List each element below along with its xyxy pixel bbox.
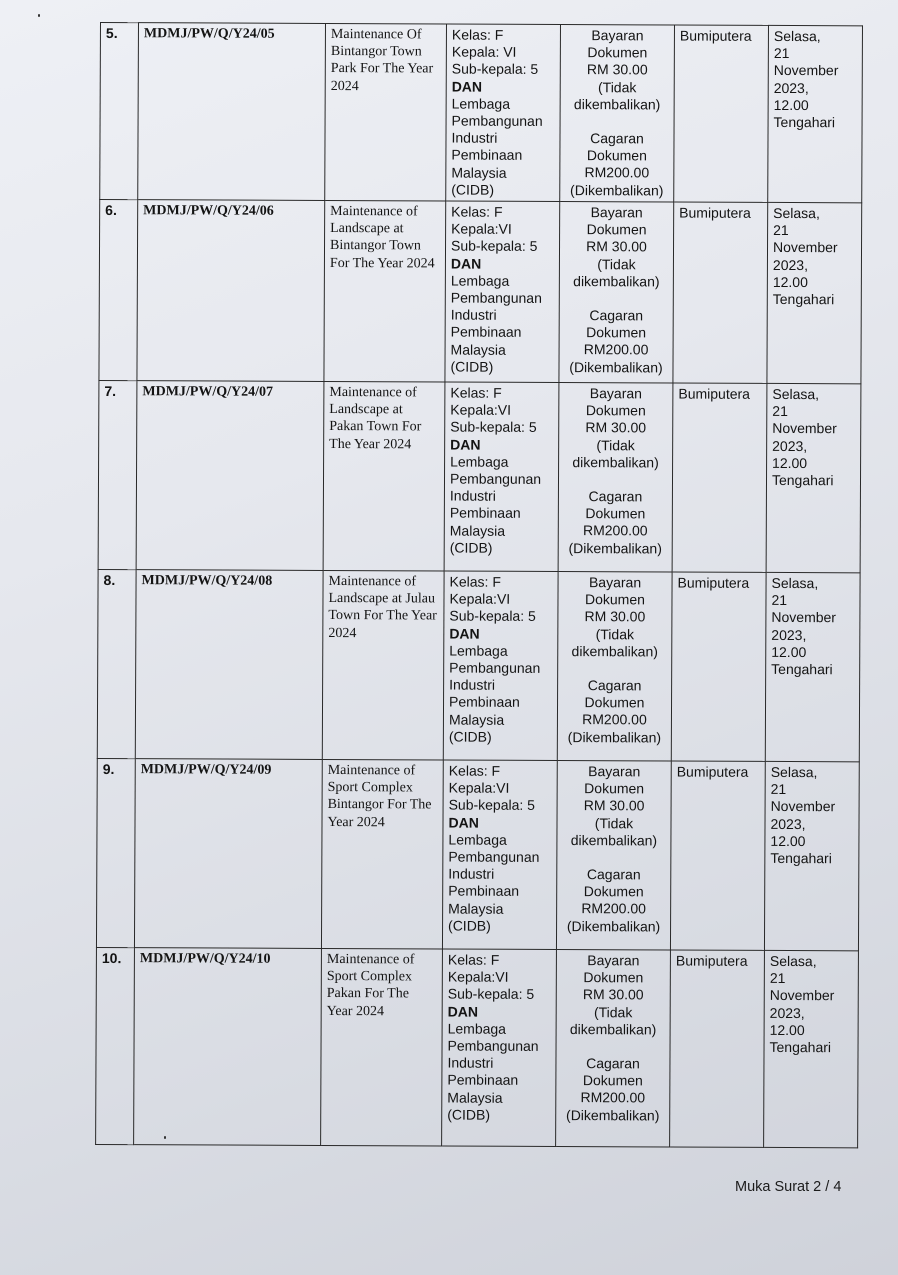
tender-reference: MDMJ/PW/Q/Y24/08: [135, 570, 323, 760]
subkepala-text: Sub-kepala: 5: [450, 237, 538, 255]
eligibility-status: Bumiputera: [671, 572, 766, 761]
dan-text: DAN: [449, 625, 480, 642]
tender-title: Maintenance of Landscape at Bintangor Town For The Year 2024: [324, 201, 446, 383]
row-number: 10.: [96, 948, 135, 1145]
cidb-text: (CIDB): [451, 181, 495, 198]
closing-date: [766, 383, 861, 572]
date-text: November: [772, 239, 838, 256]
tender-title: Maintenance of Sport Complex Pakan For The Year 2024: [321, 949, 443, 1147]
date-text: Tengahari: [773, 113, 836, 131]
contractor-class: [443, 571, 558, 760]
row-number: 5.: [100, 23, 139, 200]
kepala-text: Kepala:VI: [448, 779, 510, 797]
kelas-text: Kelas: F: [451, 203, 503, 220]
bayaran-text: (Tidak: [597, 255, 636, 272]
page-number: Muka Surat 2 / 4: [735, 1179, 842, 1195]
cagaran-text: (Dikembalikan): [570, 181, 664, 199]
bayaran-text: Dokumen: [584, 780, 645, 797]
bayaran-text: dikembalikan): [570, 831, 658, 849]
bayaran-text: (Tidak: [593, 1003, 633, 1020]
table-row: [97, 570, 860, 762]
cidb-text: Pembangunan: [448, 848, 540, 865]
closing-date: [767, 202, 862, 383]
cidb-text: (CIDB): [448, 728, 492, 745]
date-text: Selasa,: [770, 763, 818, 781]
bayaran-text: (Tidak: [594, 814, 634, 831]
bayaran-text: Bayaran: [588, 574, 642, 591]
bayaran-text: RM 30.00: [584, 608, 646, 625]
cidb-text: (CIDB): [449, 539, 493, 556]
tender-reference: MDMJ/PW/Q/Y24/09: [134, 759, 322, 949]
tender-reference: MDMJ/PW/Q/Y24/06: [137, 200, 325, 382]
date-text: 21: [773, 222, 789, 239]
eligibility-status: Bumiputera: [670, 761, 765, 950]
cagaran-text: (Dikembalikan): [568, 539, 662, 557]
date-text: Tengahari: [771, 660, 833, 678]
cagaran-text: Dokumen: [582, 1072, 643, 1089]
cagaran-text: Cagaran: [586, 1055, 640, 1072]
tender-reference: MDMJ/PW/Q/Y24/07: [136, 381, 324, 571]
kepala-text: Kepala:VI: [449, 590, 511, 608]
table-row: [96, 759, 859, 951]
bayaran-text: (Tidak: [595, 625, 635, 642]
cagaran-text: Dokumen: [583, 883, 644, 900]
cagaran-text: RM200.00: [583, 341, 649, 358]
tender-title: Maintenance of Sport Complex Bintangor For The Year 2024: [321, 760, 443, 950]
spacer: [564, 471, 667, 488]
tender-title: Maintenance of Landscape at Julau Town For The Year 2024: [322, 571, 444, 761]
kelas-text: Kelas: F: [449, 573, 501, 590]
cidb-text: Lembaga: [451, 95, 511, 112]
table-body: [96, 23, 863, 1148]
cidb-text: Industri: [449, 487, 496, 504]
date-text: 21: [773, 45, 790, 62]
bayaran-text: RM 30.00: [583, 797, 645, 814]
contractor-class: [442, 949, 557, 1146]
kepala-text: Kepala: VI: [451, 43, 517, 61]
row-number: 7.: [98, 381, 137, 570]
kelas-text: Kelas: F: [451, 26, 504, 43]
date-text: Selasa,: [772, 385, 820, 403]
date-text: November: [771, 609, 837, 626]
scan-speck: [38, 14, 40, 17]
cagaran-text: Dokumen: [585, 505, 646, 522]
kelas-text: Kelas: F: [448, 762, 501, 779]
date-text: Tengahari: [771, 471, 834, 489]
date-text: 12.00: [772, 273, 808, 290]
subkepala-text: Sub-kepala: 5: [447, 985, 535, 1003]
cagaran-text: Dokumen: [586, 324, 647, 341]
bayaran-text: Bayaran: [590, 204, 643, 221]
kepala-text: Kepala:VI: [450, 401, 512, 419]
contractor-class: [444, 382, 559, 571]
cidb-text: Pembinaan: [448, 882, 520, 900]
bayaran-text: dikembalikan): [572, 453, 659, 471]
cidb-text: Malaysia: [448, 711, 505, 728]
cagaran-text: (Dikembalikan): [566, 1106, 660, 1124]
date-text: 12.00: [773, 96, 809, 113]
bayaran-text: Dokumen: [587, 44, 648, 61]
dan-text: DAN: [451, 78, 483, 95]
cidb-text: Industri: [448, 865, 495, 882]
kepala-text: Kepala:VI: [447, 968, 509, 986]
date-text: November: [770, 798, 836, 815]
row-number: 8.: [97, 570, 136, 759]
date-text: 12.00: [770, 832, 806, 849]
cagaran-text: (Dikembalikan): [566, 917, 661, 935]
cagaran-text: (Dikembalikan): [567, 728, 662, 746]
row-number: 6.: [99, 200, 138, 381]
dan-text: DAN: [447, 1003, 479, 1020]
kepala-text: Kepala:VI: [451, 220, 512, 238]
cidb-text: Malaysia: [449, 522, 506, 539]
document-fee: [556, 761, 671, 950]
table-row: [100, 23, 863, 203]
tender-reference: MDMJ/PW/Q/Y24/10: [134, 948, 322, 1146]
date-text: Tengahari: [772, 290, 835, 308]
cagaran-text: RM200.00: [582, 522, 648, 539]
cidb-text: Lembaga: [450, 453, 509, 470]
eligibility-status: Bumiputera: [674, 25, 769, 202]
cidb-text: Pembangunan: [451, 112, 543, 129]
bayaran-text: (Tidak: [596, 436, 635, 453]
table-row: [98, 381, 861, 573]
cagaran-text: Cagaran: [586, 866, 641, 883]
subkepala-text: Sub-kepala: 5: [450, 418, 537, 436]
date-text: 2023,: [771, 626, 807, 643]
bayaran-text: dikembalikan): [573, 95, 661, 113]
document-fee: [557, 572, 672, 761]
date-text: November: [772, 420, 837, 437]
spacer: [565, 290, 668, 307]
bayaran-text: dikembalikan): [573, 272, 660, 290]
bayaran-text: Dokumen: [583, 969, 644, 986]
date-text: 12.00: [769, 1021, 805, 1038]
date-text: 21: [770, 781, 787, 798]
bayaran-text: Dokumen: [584, 591, 645, 608]
date-text: 2023,: [769, 1004, 805, 1021]
contractor-class: [446, 24, 561, 202]
bayaran-text: Dokumen: [585, 402, 646, 419]
subkepala-text: Sub-kepala: 5: [448, 796, 536, 814]
closing-date: [764, 950, 859, 1147]
bayaran-text: Bayaran: [589, 385, 642, 402]
spacer: [562, 849, 665, 866]
spacer: [566, 113, 669, 130]
bayaran-text: dikembalikan): [571, 642, 658, 660]
subkepala-text: Sub-kepala: 5: [451, 60, 539, 78]
dan-text: DAN: [450, 436, 481, 453]
dan-text: DAN: [448, 814, 479, 831]
date-text: 21: [769, 970, 786, 987]
cagaran-text: (Dikembalikan): [569, 358, 663, 376]
date-text: Selasa,: [771, 574, 819, 592]
cidb-text: (CIDB): [448, 917, 491, 934]
contractor-class: [445, 201, 560, 382]
bayaran-text: Bayaran: [588, 763, 641, 780]
cidb-text: Pembangunan: [449, 659, 541, 676]
cidb-text: Pembinaan: [450, 323, 522, 341]
date-text: Selasa,: [769, 952, 817, 970]
cidb-text: Malaysia: [450, 341, 506, 358]
cidb-text: Pembinaan: [449, 504, 521, 522]
table-row: [96, 948, 859, 1148]
date-text: November: [773, 62, 839, 79]
cagaran-text: Dokumen: [586, 147, 647, 164]
date-text: 2023,: [772, 437, 808, 454]
bayaran-text: Dokumen: [586, 221, 647, 238]
date-text: 12.00: [772, 454, 808, 471]
document-fee: [560, 25, 675, 203]
closing-date: [765, 572, 860, 761]
date-text: 12.00: [771, 643, 807, 660]
cidb-text: Pembangunan: [450, 289, 542, 306]
eligibility-status: Bumiputera: [672, 383, 767, 572]
dan-text: DAN: [450, 255, 482, 272]
eligibility-status: Bumiputera: [673, 202, 768, 383]
cidb-text: Pembangunan: [447, 1037, 539, 1054]
cagaran-text: Dokumen: [584, 694, 645, 711]
bayaran-text: RM 30.00: [585, 419, 647, 436]
tender-title: Maintenance of Landscape at Pakan Town For The Year 2024: [323, 382, 445, 572]
bayaran-text: RM 30.00: [582, 986, 644, 1003]
spacer: [561, 1038, 664, 1055]
contractor-class: [442, 760, 557, 949]
bayaran-text: RM 30.00: [586, 238, 647, 255]
date-text: November: [769, 987, 835, 1004]
bayaran-text: (Tidak: [597, 78, 637, 95]
bayaran-text: Bayaran: [591, 27, 644, 44]
cidb-text: Pembinaan: [451, 146, 523, 164]
cidb-text: Pembangunan: [449, 470, 542, 487]
cidb-text: Lembaga: [447, 1020, 507, 1037]
cidb-text: Pembinaan: [447, 1071, 519, 1089]
cidb-text: Malaysia: [451, 164, 507, 181]
cagaran-text: RM200.00: [584, 164, 650, 181]
date-text: Tengahari: [770, 849, 832, 867]
table-row: [99, 200, 862, 384]
closing-date: [768, 25, 863, 202]
cagaran-text: Cagaran: [587, 677, 642, 694]
kelas-text: Kelas: F: [450, 384, 502, 401]
date-text: 21: [772, 403, 788, 420]
cidb-text: Pembinaan: [449, 693, 520, 711]
date-text: Tengahari: [769, 1038, 832, 1056]
cidb-text: Lembaga: [450, 272, 510, 289]
tender-table: [95, 22, 863, 1148]
cagaran-text: Cagaran: [588, 488, 643, 505]
bayaran-text: dikembalikan): [569, 1020, 657, 1038]
cagaran-text: RM200.00: [581, 900, 646, 917]
row-number: 9.: [96, 759, 135, 948]
document-fee: [558, 383, 673, 572]
cidb-text: Lembaga: [449, 642, 508, 659]
cagaran-text: Cagaran: [590, 130, 644, 147]
tender-reference: MDMJ/PW/Q/Y24/05: [138, 23, 326, 201]
cidb-text: (CIDB): [450, 358, 494, 375]
cidb-text: Industri: [447, 1054, 494, 1071]
cidb-text: Industri: [449, 676, 496, 693]
tender-title: Maintenance Of Bintangor Town Park For The Year 2024: [325, 23, 447, 201]
cidb-text: Lembaga: [448, 831, 507, 848]
cidb-text: Industri: [450, 306, 497, 323]
eligibility-status: Bumiputera: [670, 950, 765, 1147]
document-fee: [559, 202, 674, 383]
date-text: Selasa,: [773, 204, 820, 222]
cagaran-text: Cagaran: [589, 307, 644, 324]
date-text: 2023,: [772, 256, 809, 273]
date-text: 2023,: [770, 815, 806, 832]
kelas-text: Kelas: F: [447, 951, 500, 968]
cidb-text: Malaysia: [448, 900, 504, 917]
document-fee: [556, 950, 671, 1147]
cidb-text: (CIDB): [447, 1106, 491, 1123]
bayaran-text: RM 30.00: [586, 61, 648, 78]
cidb-text: Malaysia: [447, 1089, 503, 1106]
spacer: [563, 660, 666, 677]
date-text: 21: [771, 592, 788, 609]
date-text: Selasa,: [773, 27, 821, 45]
cidb-text: Industri: [451, 129, 498, 146]
subkepala-text: Sub-kepala: 5: [449, 607, 536, 625]
date-text: 2023,: [773, 79, 809, 96]
cagaran-text: RM200.00: [580, 1089, 646, 1106]
closing-date: [764, 761, 859, 950]
bayaran-text: Bayaran: [587, 952, 640, 969]
cagaran-text: RM200.00: [582, 711, 647, 728]
